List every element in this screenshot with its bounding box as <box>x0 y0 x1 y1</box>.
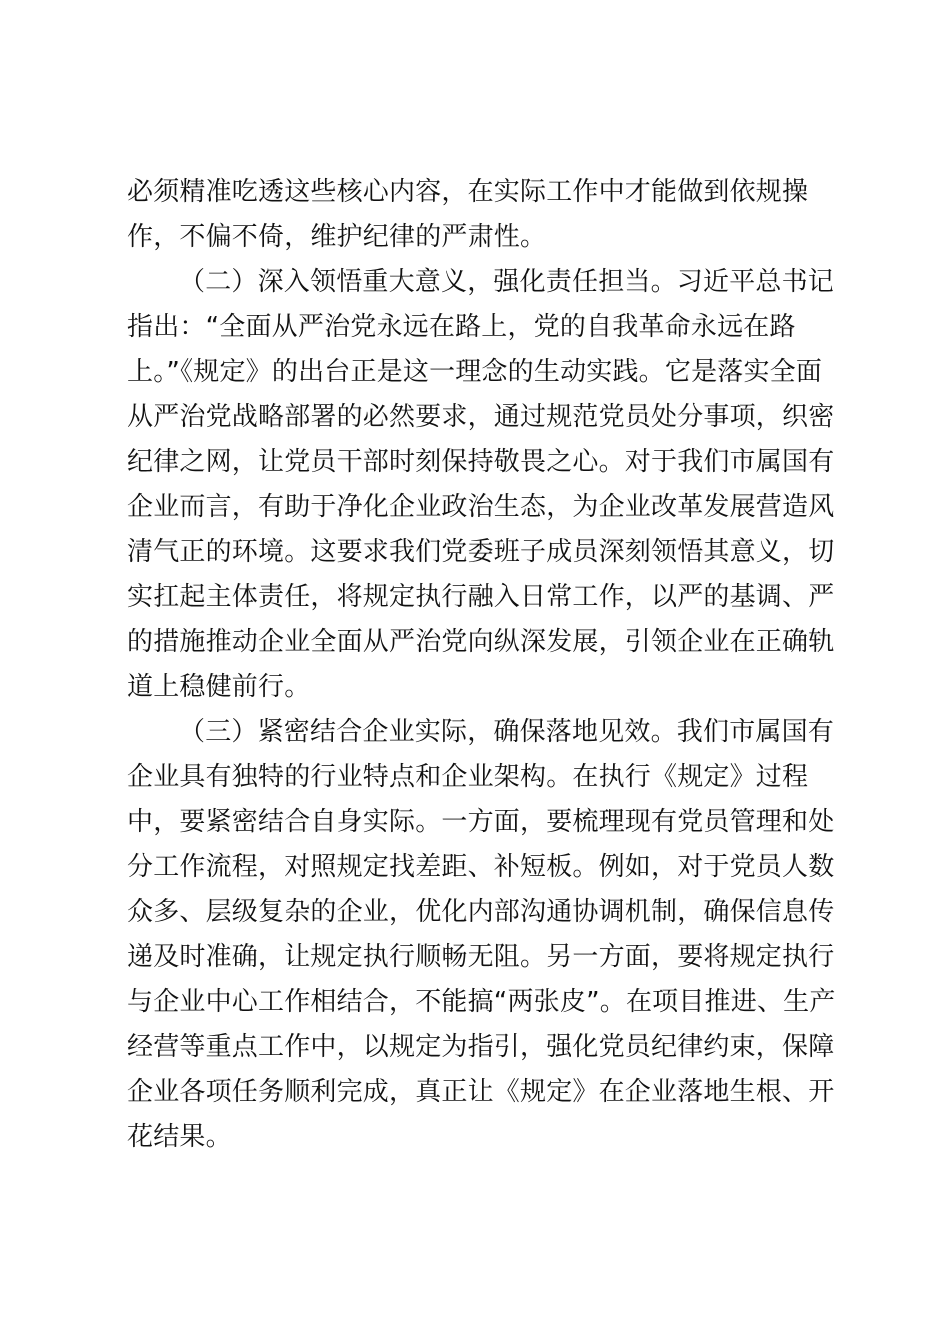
text-line: 递及时准确，让规定执行顺畅无阻。另一方面，要将规定执行 <box>127 942 835 972</box>
text-line: 必须精准吃透这些核心内容，在实际工作中才能做到依规操 <box>127 177 809 207</box>
text-line: 作，不偏不倚，维护纪律的严肃性。 <box>127 222 547 252</box>
text-line: 分工作流程，对照规定找差距、补短板。例如，对于党员人数 <box>127 852 835 882</box>
text-line: 上。”《规定》的出台正是这一理念的生动实践。它是落实全面 <box>127 357 823 387</box>
text-line: 的措施推动企业全面从严治党向纵深发展，引领企业在正确轨 <box>127 627 835 657</box>
text-line: 企业各项任务顺利完成，真正让《规定》在企业落地生根、开 <box>127 1077 835 1107</box>
paragraph-heading-2: （二）深入领悟重大意义，强化责任担当。习近平总书记 <box>179 267 835 297</box>
text-line: 企业具有独特的行业特点和企业架构。在执行《规定》过程 <box>127 762 809 792</box>
text-line: 中，要紧密结合自身实际。一方面，要梳理现有党员管理和处 <box>127 807 835 837</box>
text-line: 与企业中心工作相结合，不能搞“两张皮”。在项目推进、生产 <box>127 987 836 1017</box>
text-line: 道上稳健前行。 <box>127 672 311 702</box>
text-line: 指出：“全面从严治党永远在路上，党的自我革命永远在路 <box>127 312 796 342</box>
text-line: 纪律之网，让党员干部时刻保持敬畏之心。对于我们市属国有 <box>127 447 835 477</box>
text-line: 花结果。 <box>127 1122 232 1152</box>
paragraph-heading-3: （三）紧密结合企业实际，确保落地见效。我们市属国有 <box>179 717 835 747</box>
document-body <box>127 170 836 1160</box>
text-line: 实扛起主体责任，将规定执行融入日常工作，以严的基调、严 <box>127 582 835 612</box>
text-line: 众多、层级复杂的企业，优化内部沟通协调机制，确保信息传 <box>127 897 835 927</box>
text-line: 经营等重点工作中，以规定为指引，强化党员纪律约束，保障 <box>127 1032 835 1062</box>
text-line: 从严治党战略部署的必然要求，通过规范党员处分事项，织密 <box>127 402 835 432</box>
text-line: 企业而言，有助于净化企业政治生态，为企业改革发展营造风 <box>127 492 835 522</box>
text-line: 清气正的环境。这要求我们党委班子成员深刻领悟其意义，切 <box>127 537 835 567</box>
